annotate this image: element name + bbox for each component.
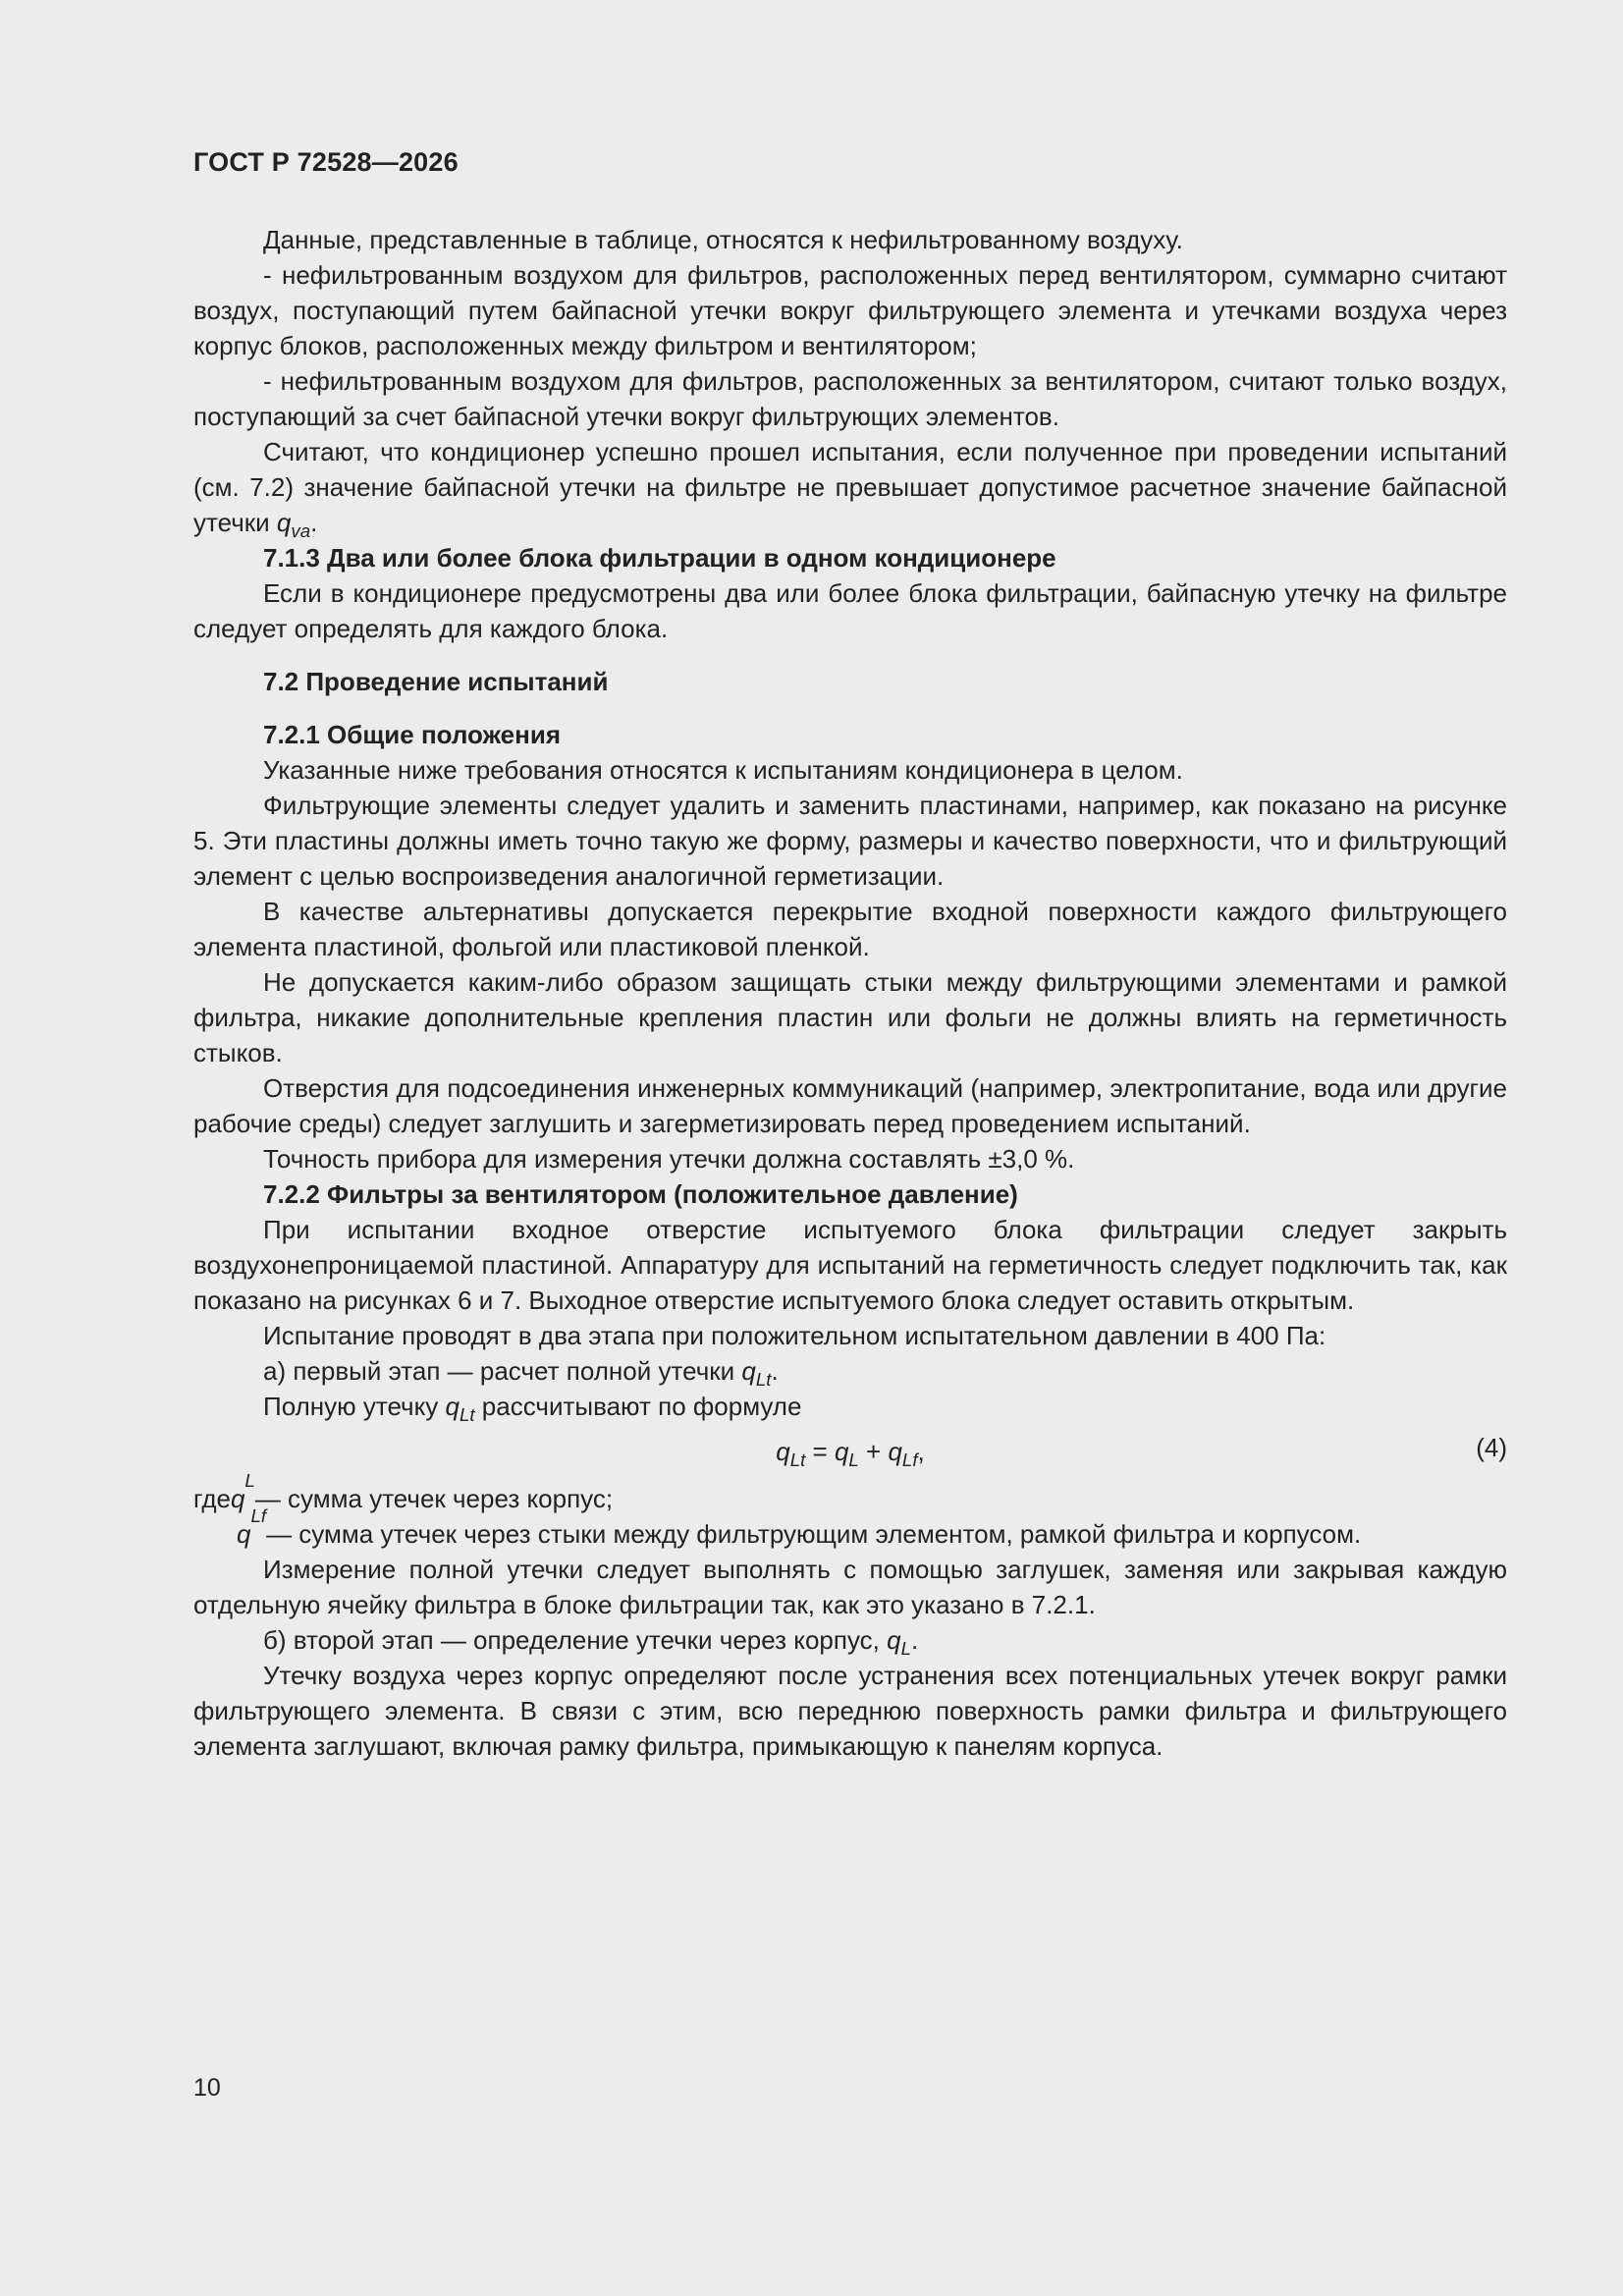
paragraph-text: Считают, что кондиционер успешно прошел испытания, если полученное при проведении испытаний (см. 7.2) значение байпасной утечки на фильтре не превышает допустимое расчетное значение байпасной утечки	[193, 437, 1507, 537]
variable: q	[237, 1519, 251, 1549]
paragraph: Данные, представленные в таблице, относятся к нефильтрованному воздуху.	[263, 225, 1183, 254]
paragraph: Фильтрующие элементы следует удалить и заменить пластинами, например, как показано на рисунке 5. Эти пластины должны иметь точно такую же форму, размеры и качество поверхности, что и фильтрующий элемент с целью воспроизведения аналогичной герметизации.	[193, 791, 1507, 891]
legend-row	[193, 1505, 1507, 1552]
paragraph-text: .	[910, 1625, 919, 1655]
paragraph: Отверстия для подсоединения инженерных коммуникаций (например, электропитание, вода или другие рабочие среды) следует заглушить и загерметизировать перед проведением испытаний.	[193, 1073, 1507, 1138]
formula-block	[193, 1424, 1507, 1477]
variable-subscript: L	[900, 1638, 911, 1659]
page-number: 10	[193, 2074, 221, 2102]
variable-subscript: L	[244, 1470, 255, 1491]
formula-expression	[193, 1434, 1507, 1469]
section-heading-7-2: 7.2 Проведение испытаний	[263, 667, 609, 696]
formula-punctuation: ,	[917, 1437, 925, 1466]
formula-legend	[193, 1470, 1507, 1552]
paragraph-text: .	[310, 508, 318, 537]
paragraph: В качестве альтернативы допускается перекрытие входной поверхности каждого фильтрующего элемента пластиной, фольгой или пластиковой пленкой.	[193, 897, 1507, 961]
variable-subscript: Lt	[789, 1449, 806, 1470]
paragraph	[193, 1389, 1507, 1424]
variable: q	[445, 1392, 460, 1421]
variable: q	[741, 1356, 756, 1386]
paragraph: Утечку воздуха через корпус определяют после устранения всех потенциальных утечек вокруг рамки фильтрующего элемента. В связи с этим, всю переднюю поверхность рамки фильтра и фильтрующего элемента заглушают, включая рамку фильтра, примыкающую к панелям корпуса.	[193, 1661, 1507, 1761]
list-item: - нефильтрованным воздухом для фильтров, расположенных за вентилятором, считают только воздух, поступающий за счет байпасной утечки вокруг фильтрующих элементов.	[193, 366, 1507, 431]
list-item	[193, 1353, 1507, 1389]
variable: q	[888, 1437, 902, 1466]
paragraph-text: а) первый этап — расчет полной утечки	[263, 1356, 742, 1386]
section-heading-7-2-2: 7.2.2 Фильтры за вентилятором (положительное давление)	[263, 1179, 1018, 1209]
legend-lead: где	[193, 1484, 231, 1513]
paragraph: Указанные ниже требования относятся к испытаниям кондиционера в целом.	[263, 755, 1183, 785]
formula-operator: +	[858, 1437, 889, 1466]
paragraph: Точность прибора для измерения утечки должна составлять ±3,0 %.	[263, 1144, 1075, 1174]
legend-text: — сумма утечек через корпус;	[254, 1484, 614, 1513]
variable-subscript: va	[291, 520, 311, 541]
formula-operator: =	[805, 1437, 835, 1466]
variable-subscript: Lf	[250, 1505, 267, 1526]
variable: q	[834, 1437, 849, 1466]
paragraph	[193, 434, 1507, 540]
variable-subscript: Lt	[459, 1404, 475, 1425]
list-item: - нефильтрованным воздухом для фильтров, расположенных перед вентилятором, суммарно считают воздух, поступающий путем байпасной утечки вокруг фильтрующего элемента и утечками воздуха через корпус блоков, расположенных между фильтром и вентилятором;	[193, 260, 1507, 360]
variable: q	[887, 1625, 901, 1655]
section-heading-7-1-3: 7.1.3 Два или более блока фильтрации в одном кондиционере	[263, 543, 1056, 573]
paragraph-text: .	[771, 1356, 779, 1386]
section-heading-7-2-1: 7.2.1 Общие положения	[263, 720, 561, 749]
paragraph-text: б) второй этап — определение утечки через корпус,	[263, 1625, 888, 1655]
legend-row	[193, 1470, 1507, 1516]
variable: q	[230, 1484, 245, 1513]
paragraph: Измерение полной утечки следует выполнять с помощью заглушек, заменяя или закрывая каждую отдельную ячейку фильтра в блоке фильтрации так, как это указано в 7.2.1.	[193, 1555, 1507, 1619]
paragraph-text: рассчитывают по формуле	[474, 1392, 802, 1421]
paragraph: Испытание проводят в два этапа при положительном испытательном давлении в 400 Па:	[263, 1321, 1326, 1350]
document-header: ГОСТ Р 72528—2026	[193, 147, 459, 177]
variable-subscript: Lf	[901, 1449, 918, 1470]
variable-subscript: Lt	[755, 1369, 772, 1390]
variable: q	[776, 1437, 790, 1466]
paragraph: При испытании входное отверстие испытуемого блока фильтрации следует закрыть воздухонепроницаемой пластиной. Аппаратуру для испытаний на герметичность следует подключить так, как показано на рисунках 6 и 7. Выходное отверстие испытуемого блока следует оставить открытым.	[193, 1215, 1507, 1315]
paragraph: Если в кондиционере предусмотрены два или более блока фильтрации, байпасную утечку на фильтре следует определять для каждого блока.	[193, 578, 1507, 643]
list-item	[193, 1622, 1507, 1658]
legend-text: — сумма утечек через стыки между фильтрующим элементом, рамкой фильтра и корпусом.	[266, 1519, 1362, 1549]
formula-number: (4)	[1476, 1433, 1507, 1462]
document-body	[193, 222, 1507, 1764]
variable-subscript: L	[848, 1449, 859, 1470]
paragraph-text: Полную утечку	[263, 1392, 446, 1421]
paragraph: Не допускается каким-либо образом защищать стыки между фильтрующими элементами и рамкой фильтра, никакие дополнительные крепления пластин или фольги не должны влиять на герметичность стыков.	[193, 967, 1507, 1067]
variable: q	[276, 508, 292, 537]
